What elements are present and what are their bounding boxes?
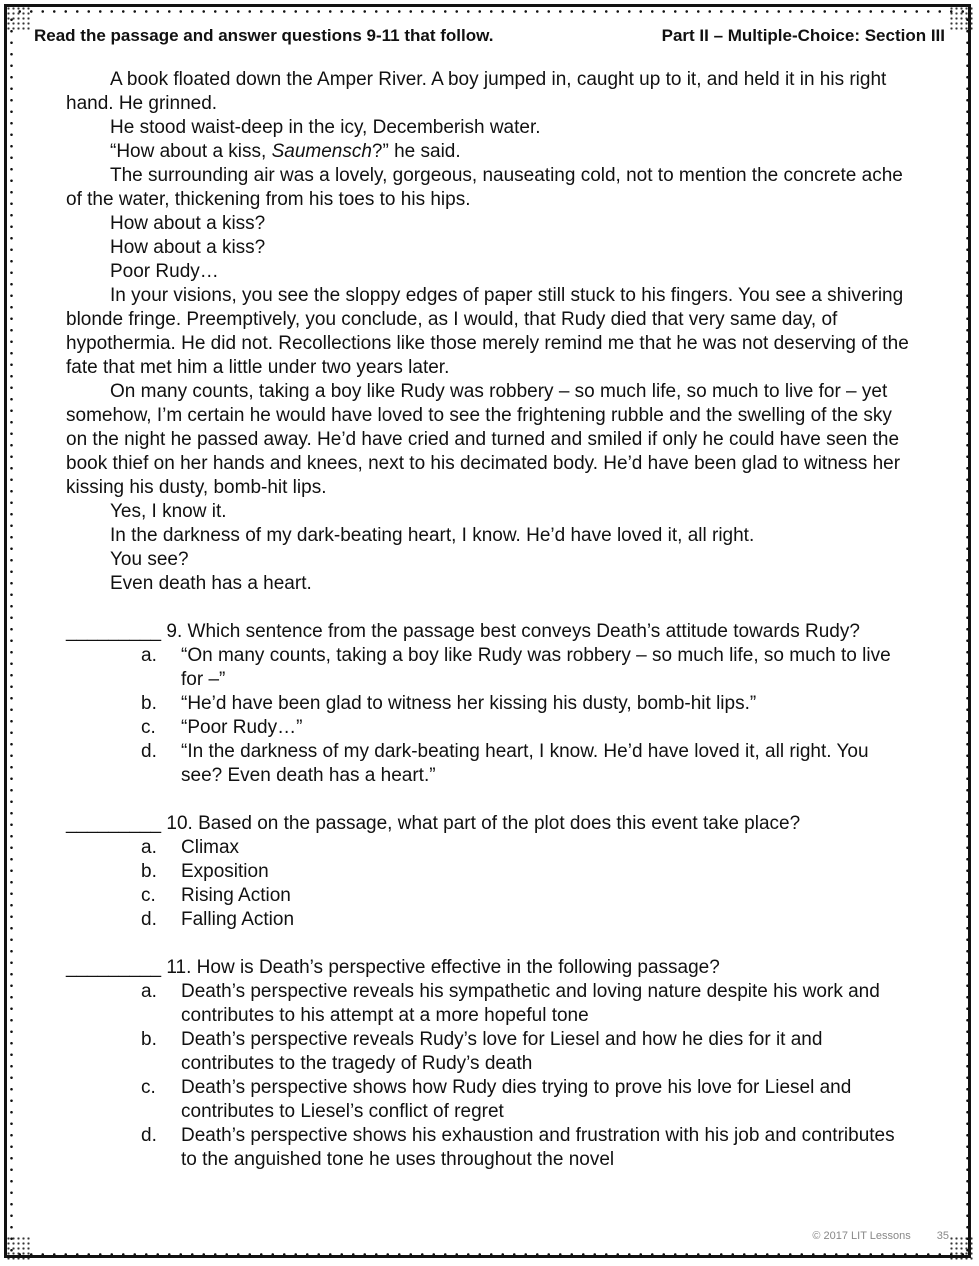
dotted-border-top bbox=[14, 10, 965, 13]
option-text: Death’s perspective shows his exhaustion and frustration with his job and contributes to the anguished tone he uses throughout the novel bbox=[181, 1125, 895, 1170]
corner-ornament bbox=[949, 6, 973, 30]
copyright-text: © 2017 LIT Lessons bbox=[812, 1230, 911, 1242]
question-11 bbox=[66, 956, 911, 1172]
option-c bbox=[66, 1076, 911, 1124]
dotted-border-left bbox=[10, 14, 13, 1252]
question-prompt bbox=[66, 812, 911, 836]
dotted-border-right bbox=[966, 14, 969, 1252]
option-d bbox=[66, 740, 911, 788]
answer-options bbox=[66, 836, 911, 932]
passage-paragraph: On many counts, taking a boy like Rudy was robbery – so much life, so much to live for – yet somehow, I’m certain he would have loved to see the frightening rubble and the swelling of the sky on the night he passed away. He’d have cried and turned and smiled if only he could have seen the book thief on her hands and knees, next to his decimated body. He’d have been glad to witness her kissing his dusty, bomb-hit lips. bbox=[66, 381, 901, 498]
passage-paragraph: Yes, I know it. bbox=[110, 501, 227, 522]
dotted-border-bottom bbox=[14, 1253, 965, 1256]
option-letter: d. bbox=[141, 1125, 157, 1146]
option-b bbox=[66, 860, 911, 884]
option-letter: c. bbox=[141, 1077, 156, 1098]
option-text: Falling Action bbox=[181, 909, 295, 930]
passage-paragraph: Even death has a heart. bbox=[110, 573, 312, 594]
page-footer bbox=[812, 1230, 949, 1242]
passage-text: “How about a kiss, bbox=[110, 141, 272, 162]
corner-ornament bbox=[6, 1236, 30, 1260]
option-text: “He’d have been glad to witness her kissing his dusty, bomb-hit lips.” bbox=[181, 693, 757, 714]
question-text: 11. How is Death’s perspective effective in the following passage? bbox=[161, 957, 720, 978]
page-header bbox=[34, 26, 945, 46]
option-text: Rising Action bbox=[181, 885, 291, 906]
option-c bbox=[66, 716, 911, 740]
question-prompt bbox=[66, 956, 911, 980]
option-a bbox=[66, 644, 911, 692]
answer-blank[interactable]: _________ bbox=[66, 957, 162, 978]
option-letter: b. bbox=[141, 861, 157, 882]
option-letter: d. bbox=[141, 741, 157, 762]
question-text: 10. Based on the passage, what part of the plot does this event take place? bbox=[161, 813, 801, 834]
passage-paragraph: In the darkness of my dark-beating heart, I know. He’d have loved it, all right. bbox=[110, 525, 755, 546]
option-letter: b. bbox=[141, 1029, 157, 1050]
option-a bbox=[66, 836, 911, 860]
option-letter: c. bbox=[141, 885, 156, 906]
answer-blank[interactable]: _________ bbox=[66, 621, 162, 642]
option-text: Death’s perspective shows how Rudy dies trying to prove his love for Liesel and contributes to Liesel’s conflict of regret bbox=[181, 1077, 852, 1122]
answer-blank[interactable]: _________ bbox=[66, 813, 162, 834]
option-text: Death’s perspective reveals his sympathetic and loving nature despite his work and contributes to his attempt at a more hopeful tone bbox=[181, 981, 880, 1026]
corner-ornament bbox=[949, 1236, 973, 1260]
passage bbox=[66, 68, 911, 596]
option-text: Death’s perspective reveals Rudy’s love for Liesel and how he dies for it and contributes to the tragedy of Rudy’s death bbox=[181, 1029, 823, 1074]
question-10 bbox=[66, 812, 911, 932]
option-d bbox=[66, 1124, 911, 1172]
option-c bbox=[66, 884, 911, 908]
section-heading: Part II – Multiple-Choice: Section III bbox=[661, 26, 945, 45]
italic-word: Saumensch bbox=[271, 141, 372, 162]
option-text: Exposition bbox=[181, 861, 269, 882]
page-number: 35 bbox=[936, 1230, 949, 1242]
passage-paragraph bbox=[66, 140, 911, 164]
option-b bbox=[66, 692, 911, 716]
passage-paragraph: How about a kiss? bbox=[110, 237, 266, 258]
option-letter: d. bbox=[141, 909, 157, 930]
option-letter: a. bbox=[141, 645, 157, 666]
option-b bbox=[66, 1028, 911, 1076]
passage-paragraph: How about a kiss? bbox=[110, 213, 266, 234]
option-text: “On many counts, taking a boy like Rudy was robbery – so much life, so much to live for –” bbox=[181, 645, 891, 690]
question-text: 9. Which sentence from the passage best conveys Death’s attitude towards Rudy? bbox=[161, 621, 860, 642]
option-letter: b. bbox=[141, 693, 157, 714]
passage-text: ?” he said. bbox=[371, 141, 461, 162]
answer-options bbox=[66, 980, 911, 1172]
answer-options bbox=[66, 644, 911, 788]
option-text: “In the darkness of my dark-beating heart, I know. He’d have loved it, all right. You see? Even death has a heart.” bbox=[181, 741, 869, 786]
passage-paragraph: He stood waist-deep in the icy, Decemberish water. bbox=[110, 117, 541, 138]
passage-paragraph: The surrounding air was a lovely, gorgeous, nauseating cold, not to mention the concrete ache of the water, thickening from his toes to his hips. bbox=[66, 165, 903, 210]
passage-paragraph: Poor Rudy… bbox=[110, 261, 219, 282]
corner-ornament bbox=[6, 6, 30, 30]
instructions-heading: Read the passage and answer questions 9-11 that follow. bbox=[34, 26, 494, 45]
option-d bbox=[66, 908, 911, 932]
passage-paragraph: You see? bbox=[110, 549, 189, 570]
option-text: “Poor Rudy…” bbox=[181, 717, 303, 738]
question-prompt bbox=[66, 620, 911, 644]
option-letter: a. bbox=[141, 981, 157, 1002]
option-letter: a. bbox=[141, 837, 157, 858]
option-a bbox=[66, 980, 911, 1028]
option-letter: c. bbox=[141, 717, 156, 738]
option-text: Climax bbox=[181, 837, 240, 858]
passage-paragraph: In your visions, you see the sloppy edges of paper still stuck to his fingers. You see a shivering blonde fringe. Preemptively, you conclude, as I would, that Rudy died that very same day, of hypothermia. He did not. Recollections like those merely remind me that he was not deserving of the fate that met him a little under two years later. bbox=[66, 285, 909, 378]
question-9 bbox=[66, 620, 911, 788]
passage-paragraph: A book floated down the Amper River. A boy jumped in, caught up to it, and held it in his right hand. He grinned. bbox=[66, 69, 887, 114]
worksheet-content bbox=[66, 68, 911, 1172]
